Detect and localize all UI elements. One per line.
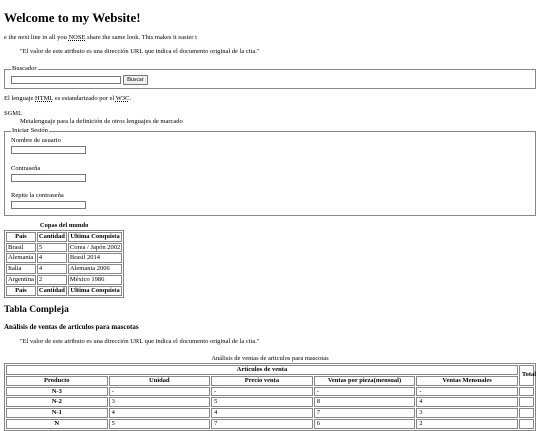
table-cell: 5 <box>211 397 313 407</box>
table-row <box>6 408 534 418</box>
username-input[interactable] <box>11 146 86 154</box>
quote-block-2: "El valor de este atributo es una dirección URL que indica el documento original de la cita." <box>20 338 260 346</box>
table-row <box>6 264 122 274</box>
search-button[interactable]: Buscar <box>123 75 148 85</box>
password-label: Contraseña <box>11 164 41 172</box>
table-cell: Italia <box>6 264 36 274</box>
search-legend: Buscador <box>12 65 37 73</box>
table-cell <box>519 397 534 407</box>
search-fieldset <box>4 65 536 89</box>
sales-group-row <box>6 365 534 375</box>
sales-header-cell: Ventas Mensuales <box>416 376 518 386</box>
table-cell: 4 <box>211 408 313 418</box>
row-header-cell: N-3 <box>6 387 108 397</box>
w3c-abbr: W3C <box>115 94 130 102</box>
table-cell <box>519 419 534 429</box>
table-row <box>6 397 534 407</box>
table-cell: - <box>211 387 313 397</box>
table-row <box>6 387 534 397</box>
std-before: El lenguaje <box>4 94 36 102</box>
std-after: . <box>129 94 132 102</box>
cups-footer-row <box>6 286 122 296</box>
sales-caption: Análisis de ventas de articulos para mascotas <box>211 355 329 363</box>
cups-footer-cell: Ultima Conquista <box>68 286 122 296</box>
intro-after: share the same look. This makes it easier t <box>85 33 197 41</box>
table-cell: 8 <box>314 397 416 407</box>
cups-caption: Copas del mundo <box>39 221 89 229</box>
table-cell: Brasil 2014 <box>68 253 122 263</box>
sales-table <box>4 355 536 431</box>
cups-header-cell: Pais <box>6 232 36 242</box>
cups-footer-cell: Pais <box>6 286 36 296</box>
definition-term: SGML <box>4 109 23 117</box>
table-cell: Alemania 2006 <box>68 264 122 274</box>
cups-header-row <box>6 232 122 242</box>
table-cell: - <box>109 387 211 397</box>
cups-header-cell: Ultima Conquista <box>68 232 122 242</box>
complex-table-heading: Tabla Compleja <box>4 304 69 315</box>
definition-description: Metalenguaje para la definición de otros lenguajes de marcado <box>20 117 183 125</box>
repeat-password-label: Repite la contraseña <box>11 192 64 200</box>
login-fieldset <box>4 127 536 216</box>
sales-heading: Análisis de ventas de articulos para mascotas <box>4 322 139 331</box>
sales-header-cell: Precio venta <box>211 376 313 386</box>
table-cell: - <box>314 387 416 397</box>
cups-footer-cell: Cantidad <box>38 286 65 294</box>
table-cell: 7 <box>314 408 416 418</box>
table-cell: 3 <box>416 408 518 418</box>
page-title: Welcome to my Website! <box>4 10 141 25</box>
intro-before: e the next line in all you <box>4 33 69 41</box>
table-cell: 4 <box>109 408 211 418</box>
table-row <box>6 253 122 263</box>
table-cell: 4 <box>416 397 518 407</box>
sales-header-cell: Ventas por pieza(mensual) <box>314 376 416 386</box>
repeat-password-input[interactable] <box>11 201 86 209</box>
username-label: Nombre de usuario <box>11 137 61 145</box>
table-cell: 5 <box>37 243 67 253</box>
table-cell: 5 <box>109 419 211 429</box>
table-cell: 4 <box>37 264 67 274</box>
intro-text <box>4 34 536 42</box>
std-middle: es estandarizado por el <box>53 94 116 102</box>
table-cell: Brasil <box>6 243 36 253</box>
standard-text <box>4 95 536 103</box>
table-cell: México 1986 <box>68 275 122 285</box>
table-cell: 4 <box>37 253 67 263</box>
table-cell: - <box>416 387 518 397</box>
table-row <box>6 243 122 253</box>
search-input[interactable] <box>11 76 121 84</box>
table-cell: Alemania <box>6 253 36 263</box>
table-cell: Argentina <box>8 275 34 283</box>
row-header-cell: N-1 <box>6 408 108 418</box>
table-row <box>6 419 534 429</box>
table-cell: 3 <box>109 397 211 407</box>
quote-block: "El valor de este atributo es una dirección URL que indica el documento original de la cita." <box>20 48 260 56</box>
definition-list <box>4 110 536 126</box>
sales-group-header: Artículos de venta <box>6 365 518 375</box>
sales-header-cell: Unidad <box>109 376 211 386</box>
table-cell: 6 <box>314 419 416 429</box>
nose-abbr: NOSE <box>68 33 86 41</box>
sales-header-cell: Producto <box>6 376 108 386</box>
table-cell <box>519 387 534 397</box>
table-cell: 2 <box>37 275 67 285</box>
table-row <box>6 275 122 285</box>
row-header-cell: N <box>6 419 108 429</box>
password-input[interactable] <box>11 174 86 182</box>
cups-table <box>4 222 124 298</box>
table-cell: 7 <box>211 419 313 429</box>
table-cell: 2 <box>416 419 518 429</box>
table-cell <box>519 408 534 418</box>
login-legend: Iniciar Sesión <box>12 127 48 135</box>
sales-header-cell: Total <box>519 365 534 386</box>
sales-header-row <box>6 376 534 386</box>
cups-header-cell: Cantidad <box>38 232 65 240</box>
table-cell: Corea / Japón 2002 <box>69 243 121 251</box>
row-header-cell: N-2 <box>6 397 108 407</box>
html-abbr: HTML <box>35 94 54 102</box>
